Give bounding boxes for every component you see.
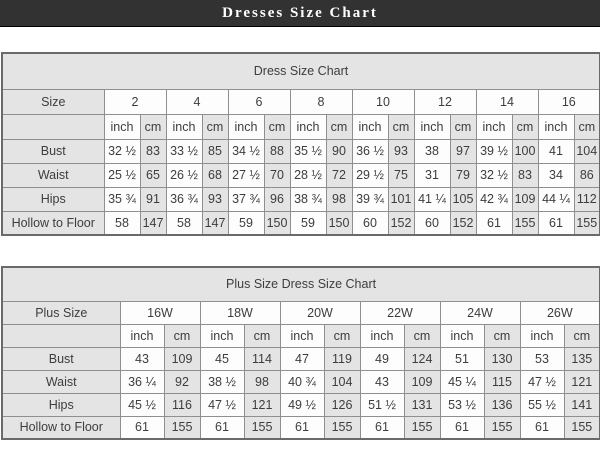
unit-cm-label: cm bbox=[388, 114, 414, 139]
measurement-value: 31 bbox=[414, 163, 450, 187]
measurement-value: 105 bbox=[450, 187, 476, 211]
measurement-value: 135 bbox=[564, 347, 600, 370]
size-column-header: 4 bbox=[166, 89, 228, 114]
unit-cm-label: cm bbox=[202, 114, 228, 139]
measurement-value: 83 bbox=[140, 139, 166, 163]
measurement-value: 131 bbox=[404, 393, 440, 416]
size-column-header: 16 bbox=[538, 89, 600, 114]
measurement-value: 61 bbox=[538, 211, 574, 235]
measurement-value: 36 ½ bbox=[352, 139, 388, 163]
unit-inch-label: inch bbox=[120, 324, 164, 347]
unit-inch-label: inch bbox=[352, 114, 388, 139]
measurement-value: 115 bbox=[484, 370, 520, 393]
size-column-header: 6 bbox=[228, 89, 290, 114]
measurement-value: 93 bbox=[202, 187, 228, 211]
measurement-value: 121 bbox=[564, 370, 600, 393]
measurement-value: 61 bbox=[120, 416, 164, 439]
measurement-value: 147 bbox=[140, 211, 166, 235]
measurement-value: 45 bbox=[200, 347, 244, 370]
measurement-value: 55 ½ bbox=[520, 393, 564, 416]
unit-inch-label: inch bbox=[280, 324, 324, 347]
unit-inch-label: inch bbox=[200, 324, 244, 347]
measurement-value: 88 bbox=[264, 139, 290, 163]
measurement-value: 98 bbox=[244, 370, 280, 393]
measurement-label: Hollow to Floor bbox=[2, 416, 120, 439]
measurement-value: 44 ¼ bbox=[538, 187, 574, 211]
measurement-value: 65 bbox=[140, 163, 166, 187]
measurement-value: 109 bbox=[512, 187, 538, 211]
measurement-value: 155 bbox=[512, 211, 538, 235]
measurement-value: 27 ½ bbox=[228, 163, 264, 187]
measurement-value: 61 bbox=[280, 416, 324, 439]
size-column-header: 24W bbox=[440, 301, 520, 324]
measurement-value: 36 ¼ bbox=[120, 370, 164, 393]
measurement-value: 112 bbox=[574, 187, 600, 211]
measurement-label: Hips bbox=[2, 187, 104, 211]
measurement-value: 51 ½ bbox=[360, 393, 404, 416]
table-row bbox=[2, 211, 600, 235]
measurement-value: 155 bbox=[244, 416, 280, 439]
measurement-value: 155 bbox=[164, 416, 200, 439]
size-row-label: Plus Size bbox=[2, 301, 120, 324]
measurement-value: 45 ¼ bbox=[440, 370, 484, 393]
table-row bbox=[2, 139, 600, 163]
size-row-label: Size bbox=[2, 89, 104, 114]
unit-cm-label: cm bbox=[404, 324, 440, 347]
page-title: Dresses Size Chart bbox=[222, 4, 378, 21]
measurement-value: 38 ½ bbox=[200, 370, 244, 393]
measurement-value: 32 ½ bbox=[104, 139, 140, 163]
measurement-value: 47 ½ bbox=[200, 393, 244, 416]
measurement-value: 42 ¾ bbox=[476, 187, 512, 211]
measurement-label: Hollow to Floor bbox=[2, 211, 104, 235]
unit-cm-label: cm bbox=[484, 324, 520, 347]
measurement-value: 147 bbox=[202, 211, 228, 235]
measurement-value: 91 bbox=[140, 187, 166, 211]
size-column-header: 16W bbox=[120, 301, 200, 324]
unit-cm-label: cm bbox=[512, 114, 538, 139]
unit-cm-label: cm bbox=[574, 114, 600, 139]
measurement-value: 109 bbox=[164, 347, 200, 370]
measurement-value: 126 bbox=[324, 393, 360, 416]
unit-inch-label: inch bbox=[360, 324, 404, 347]
unit-inch-label: inch bbox=[414, 114, 450, 139]
measurement-value: 41 ¼ bbox=[414, 187, 450, 211]
measurement-value: 101 bbox=[388, 187, 414, 211]
measurement-value: 90 bbox=[326, 139, 352, 163]
measurement-value: 38 ¾ bbox=[290, 187, 326, 211]
measurement-value: 104 bbox=[324, 370, 360, 393]
measurement-value: 61 bbox=[360, 416, 404, 439]
measurement-value: 92 bbox=[164, 370, 200, 393]
unit-inch-label: inch bbox=[290, 114, 326, 139]
measurement-value: 49 bbox=[360, 347, 404, 370]
size-column-header: 10 bbox=[352, 89, 414, 114]
measurement-value: 45 ½ bbox=[120, 393, 164, 416]
measurement-value: 47 ½ bbox=[520, 370, 564, 393]
measurement-value: 83 bbox=[512, 163, 538, 187]
measurement-value: 39 ½ bbox=[476, 139, 512, 163]
measurement-value: 43 bbox=[120, 347, 164, 370]
measurement-value: 150 bbox=[264, 211, 290, 235]
measurement-value: 152 bbox=[450, 211, 476, 235]
size-column-header: 14 bbox=[476, 89, 538, 114]
unit-cm-label: cm bbox=[264, 114, 290, 139]
size-column-header: 18W bbox=[200, 301, 280, 324]
unit-inch-label: inch bbox=[520, 324, 564, 347]
measurement-value: 86 bbox=[574, 163, 600, 187]
measurement-value: 155 bbox=[564, 416, 600, 439]
measurement-value: 100 bbox=[512, 139, 538, 163]
table-row bbox=[2, 393, 600, 416]
measurement-value: 121 bbox=[244, 393, 280, 416]
measurement-value: 155 bbox=[574, 211, 600, 235]
measurement-value: 155 bbox=[404, 416, 440, 439]
unit-cm-label: cm bbox=[564, 324, 600, 347]
measurement-value: 104 bbox=[574, 139, 600, 163]
measurement-value: 34 ½ bbox=[228, 139, 264, 163]
table-row bbox=[2, 370, 600, 393]
page-banner bbox=[0, 0, 600, 27]
unit-inch-label: inch bbox=[538, 114, 574, 139]
measurement-value: 26 ½ bbox=[166, 163, 202, 187]
measurement-value: 85 bbox=[202, 139, 228, 163]
measurement-value: 60 bbox=[352, 211, 388, 235]
measurement-value: 109 bbox=[404, 370, 440, 393]
measurement-value: 37 ¾ bbox=[228, 187, 264, 211]
measurement-value: 79 bbox=[450, 163, 476, 187]
measurement-value: 124 bbox=[404, 347, 440, 370]
measurement-value: 39 ¾ bbox=[352, 187, 388, 211]
unit-row-spacer bbox=[2, 114, 104, 139]
measurement-label: Bust bbox=[2, 347, 120, 370]
measurement-value: 72 bbox=[326, 163, 352, 187]
measurement-value: 61 bbox=[440, 416, 484, 439]
measurement-value: 35 ½ bbox=[290, 139, 326, 163]
measurement-value: 152 bbox=[388, 211, 414, 235]
measurement-value: 40 ¾ bbox=[280, 370, 324, 393]
measurement-value: 98 bbox=[326, 187, 352, 211]
unit-inch-label: inch bbox=[166, 114, 202, 139]
measurement-value: 97 bbox=[450, 139, 476, 163]
measurement-value: 53 bbox=[520, 347, 564, 370]
unit-row-spacer bbox=[2, 324, 120, 347]
measurement-value: 75 bbox=[388, 163, 414, 187]
measurement-label: Waist bbox=[2, 163, 104, 187]
table-title: Plus Size Dress Size Chart bbox=[2, 267, 600, 301]
size-column-header: 8 bbox=[290, 89, 352, 114]
measurement-value: 41 bbox=[538, 139, 574, 163]
measurement-label: Bust bbox=[2, 139, 104, 163]
measurement-value: 53 ½ bbox=[440, 393, 484, 416]
unit-inch-label: inch bbox=[104, 114, 140, 139]
measurement-value: 51 bbox=[440, 347, 484, 370]
measurement-value: 61 bbox=[476, 211, 512, 235]
size-column-header: 12 bbox=[414, 89, 476, 114]
measurement-label: Waist bbox=[2, 370, 120, 393]
measurement-value: 114 bbox=[244, 347, 280, 370]
measurement-value: 58 bbox=[104, 211, 140, 235]
measurement-value: 58 bbox=[166, 211, 202, 235]
measurement-value: 96 bbox=[264, 187, 290, 211]
measurement-label: Hips bbox=[2, 393, 120, 416]
measurement-value: 47 bbox=[280, 347, 324, 370]
measurement-value: 61 bbox=[520, 416, 564, 439]
dress-size-chart-table bbox=[1, 52, 600, 236]
measurement-value: 93 bbox=[388, 139, 414, 163]
table-row bbox=[2, 163, 600, 187]
measurement-value: 59 bbox=[290, 211, 326, 235]
unit-inch-label: inch bbox=[440, 324, 484, 347]
size-column-header: 20W bbox=[280, 301, 360, 324]
measurement-value: 49 ½ bbox=[280, 393, 324, 416]
size-column-header: 22W bbox=[360, 301, 440, 324]
size-column-header: 26W bbox=[520, 301, 600, 324]
unit-cm-label: cm bbox=[450, 114, 476, 139]
measurement-value: 38 bbox=[414, 139, 450, 163]
measurement-value: 29 ½ bbox=[352, 163, 388, 187]
unit-inch-label: inch bbox=[228, 114, 264, 139]
measurement-value: 59 bbox=[228, 211, 264, 235]
measurement-value: 43 bbox=[360, 370, 404, 393]
measurement-value: 136 bbox=[484, 393, 520, 416]
measurement-value: 119 bbox=[324, 347, 360, 370]
measurement-value: 32 ½ bbox=[476, 163, 512, 187]
measurement-value: 155 bbox=[324, 416, 360, 439]
measurement-value: 70 bbox=[264, 163, 290, 187]
measurement-value: 60 bbox=[414, 211, 450, 235]
measurement-value: 68 bbox=[202, 163, 228, 187]
measurement-value: 155 bbox=[484, 416, 520, 439]
table-row bbox=[2, 416, 600, 439]
size-column-header: 2 bbox=[104, 89, 166, 114]
measurement-value: 35 ¾ bbox=[104, 187, 140, 211]
measurement-value: 36 ¾ bbox=[166, 187, 202, 211]
measurement-value: 130 bbox=[484, 347, 520, 370]
table-row bbox=[2, 347, 600, 370]
table-title: Dress Size Chart bbox=[2, 53, 600, 89]
unit-cm-label: cm bbox=[164, 324, 200, 347]
measurement-value: 33 ½ bbox=[166, 139, 202, 163]
measurement-value: 25 ½ bbox=[104, 163, 140, 187]
plus-size-dress-size-chart-table bbox=[1, 266, 600, 440]
table-row bbox=[2, 187, 600, 211]
unit-cm-label: cm bbox=[326, 114, 352, 139]
unit-cm-label: cm bbox=[140, 114, 166, 139]
measurement-value: 116 bbox=[164, 393, 200, 416]
unit-inch-label: inch bbox=[476, 114, 512, 139]
measurement-value: 150 bbox=[326, 211, 352, 235]
measurement-value: 34 bbox=[538, 163, 574, 187]
measurement-value: 141 bbox=[564, 393, 600, 416]
unit-cm-label: cm bbox=[244, 324, 280, 347]
measurement-value: 61 bbox=[200, 416, 244, 439]
unit-cm-label: cm bbox=[324, 324, 360, 347]
measurement-value: 28 ½ bbox=[290, 163, 326, 187]
